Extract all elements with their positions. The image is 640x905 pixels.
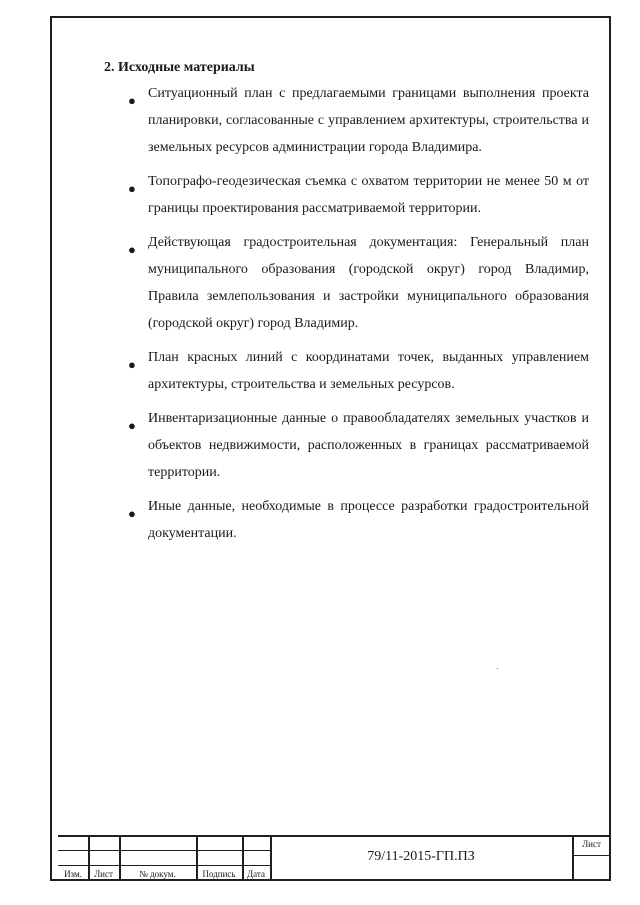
list-item — [126, 405, 589, 486]
list-item — [126, 344, 589, 398]
list-item-text: Действующая градостроительная документация: Генеральный план муниципального образования (городской округ) город Владимир, Правила землепользования и застройки муниципального образования (городской округ) город Владимир. — [148, 235, 589, 331]
scan-speck — [497, 668, 498, 669]
list-item-text: Инвентаризационные данные о правообладателях земельных участков и объектов недвижимости, расположенных в границах рассматриваемой территории. — [148, 411, 589, 480]
list-item-text: План красных линий с координатами точек, выданных управлением архитектуры, строительства и земельных ресурсов. — [148, 350, 589, 392]
document-code: 79/11-2015-ГП.ПЗ — [367, 849, 475, 864]
sheet-column-label: Лист — [94, 869, 113, 879]
bullet-icon: ● — [128, 93, 136, 108]
bullet-icon: ● — [128, 181, 136, 196]
sheet-label: Лист — [582, 839, 601, 849]
list-item — [126, 493, 589, 547]
list-item-text: Ситуационный план с предлагаемыми границами выполнения проекта планировки, согласованные с управлением архитектуры, строительства и земельных ресурсов администрации города Владимира. — [148, 86, 589, 155]
list-item — [126, 229, 589, 337]
sheet-cell-line — [572, 855, 611, 856]
bullet-icon: ● — [128, 418, 136, 433]
list-item-text: Топографо-геодезическая съемка с охватом территории не менее 50 м от границы проектирования рассматриваемой территории. — [148, 174, 589, 216]
list-item — [126, 168, 589, 222]
signature-label: Подпись — [202, 869, 236, 879]
change-label: Изм. — [64, 869, 82, 879]
bullet-icon: ● — [128, 506, 136, 521]
doc-number-label: № докум. — [139, 869, 176, 879]
date-label: Дата — [247, 869, 265, 879]
bullet-icon: ● — [128, 242, 136, 257]
bullet-icon: ● — [128, 357, 136, 372]
list-item-text: Иные данные, необходимые в процессе разработки градостроительной документации. — [148, 499, 589, 541]
list-item — [126, 80, 589, 161]
title-block — [58, 835, 611, 881]
materials-list — [126, 80, 589, 554]
section-heading: 2. Исходные материалы — [104, 60, 255, 75]
